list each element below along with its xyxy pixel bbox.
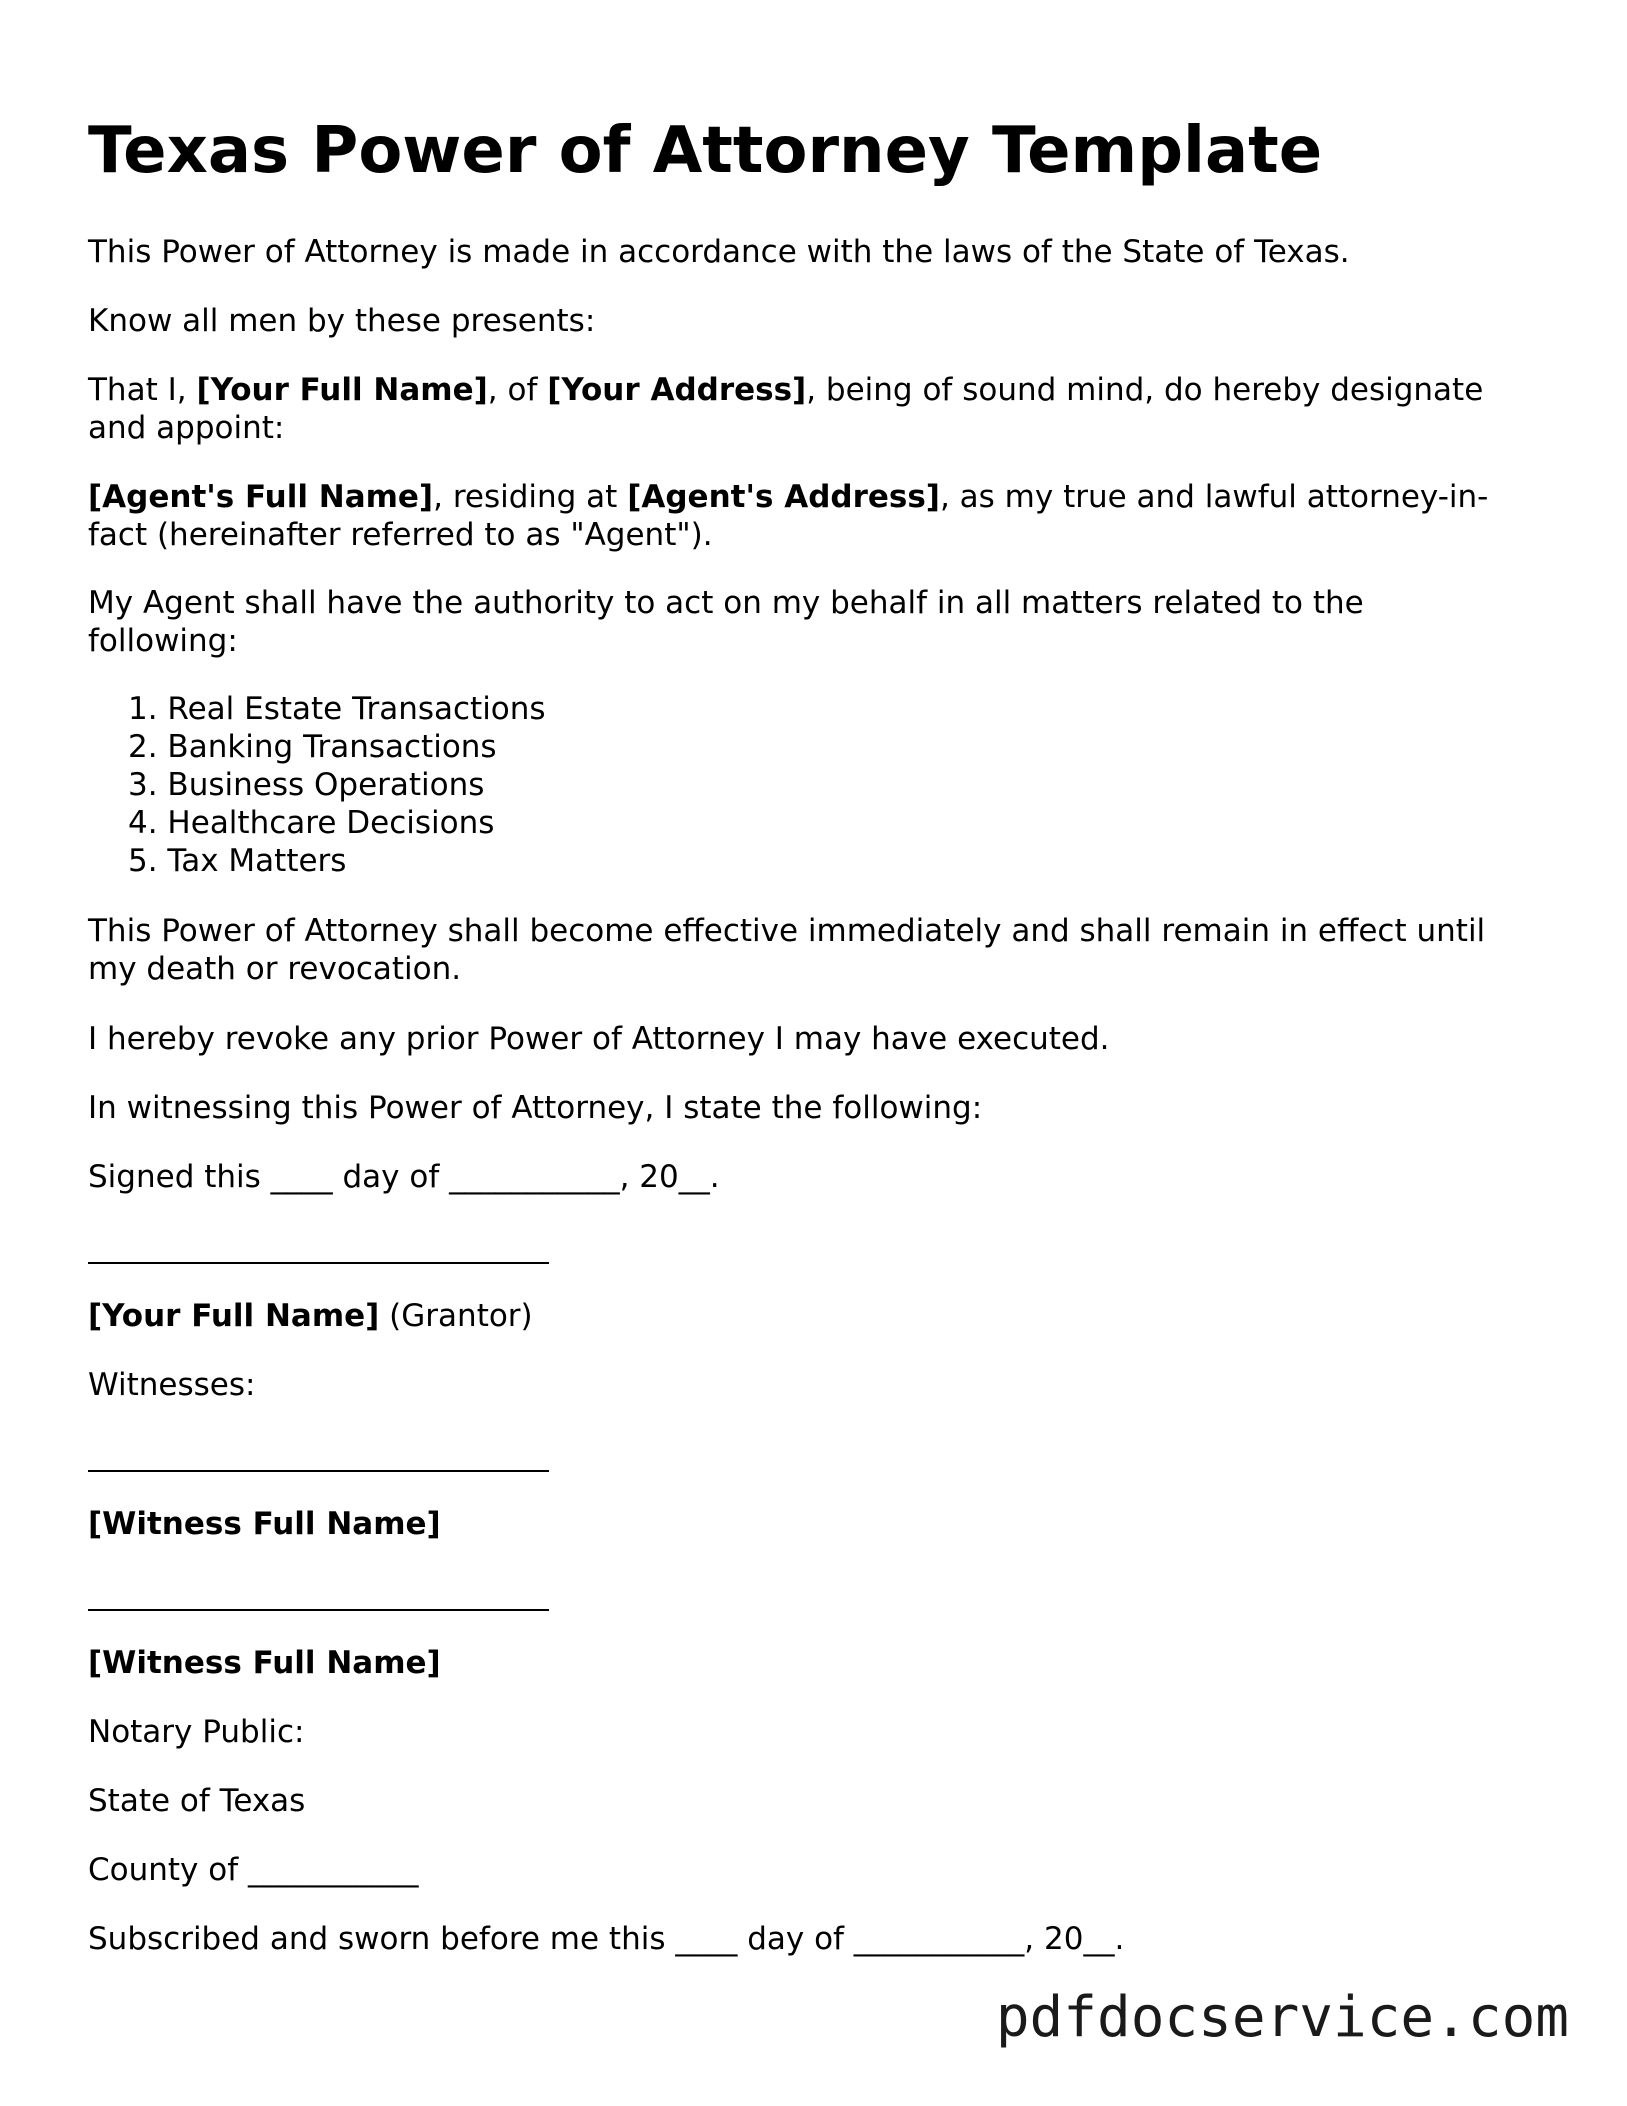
watermark: pdfdocservice.com [995, 1985, 1569, 2050]
agent-name-placeholder: [Agent's Full Name] [88, 479, 434, 515]
grantor-clause [88, 371, 1528, 447]
authority-line2: following: [88, 623, 238, 659]
effective-line1: This Power of Attorney shall become effective immediately and shall remain in effect until [88, 913, 1486, 949]
grantor-clause-middle: , of [487, 372, 548, 408]
agent-clause-suffix: , as my true and lawful attorney-in- [939, 479, 1489, 515]
know-all-paragraph: Know all men by these presents: [88, 303, 596, 339]
grantor-name-placeholder: [Your Full Name] [196, 372, 488, 408]
witness2-signature-line [88, 1609, 549, 1611]
notary-label: Notary Public: [88, 1714, 305, 1750]
grantor-clause-suffix: , being of sound mind, do hereby designate [806, 372, 1484, 408]
grantor-address-placeholder: [Your Address] [547, 372, 807, 408]
grantor-signature-name: [Your Full Name] [88, 1298, 380, 1334]
revoke-paragraph: I hereby revoke any prior Power of Attorney I may have executed. [88, 1021, 1110, 1057]
state-line: State of Texas [88, 1783, 306, 1819]
list-item: 1. Real Estate Transactions [128, 691, 546, 727]
witness1-name: [Witness Full Name] [88, 1506, 441, 1542]
grantor-clause-line2: and appoint: [88, 410, 285, 446]
grantor-signature-role: (Grantor) [379, 1298, 533, 1334]
subscribed-line: Subscribed and sworn before me this ____ day of ___________, 20__. [88, 1921, 1125, 1957]
grantor-clause-prefix: That I, [88, 372, 197, 408]
matters-list [128, 690, 546, 880]
grantor-signature-line [88, 1262, 549, 1264]
list-item: 3. Business Operations [128, 767, 485, 803]
authority-line1: My Agent shall have the authority to act on my behalf in all matters related to the [88, 585, 1364, 621]
list-item: 4. Healthcare Decisions [128, 805, 495, 841]
intro-paragraph: This Power of Attorney is made in accordance with the laws of the State of Texas. [88, 234, 1350, 270]
county-line: County of ___________ [88, 1852, 419, 1888]
list-item: 2. Banking Transactions [128, 729, 497, 765]
agent-address-placeholder: [Agent's Address] [627, 479, 940, 515]
witness1-signature-line [88, 1470, 549, 1472]
grantor-signature-caption [88, 1297, 1528, 1335]
agent-clause [88, 478, 1528, 554]
witness2-name: [Witness Full Name] [88, 1645, 441, 1681]
witnessing-paragraph: In witnessing this Power of Attorney, I state the following: [88, 1090, 983, 1126]
document-title: Texas Power of Attorney Template [88, 114, 1323, 188]
list-item: 5. Tax Matters [128, 843, 347, 879]
agent-clause-middle: , residing at [433, 479, 628, 515]
witnesses-label: Witnesses: [88, 1367, 256, 1403]
agent-clause-line2: fact (hereinafter referred to as "Agent"). [88, 517, 713, 553]
effective-paragraph [88, 912, 1528, 988]
signed-date-line: Signed this ____ day of ___________, 20__. [88, 1159, 720, 1195]
effective-line2: my death or revocation. [88, 951, 462, 987]
authority-paragraph [88, 584, 1528, 660]
